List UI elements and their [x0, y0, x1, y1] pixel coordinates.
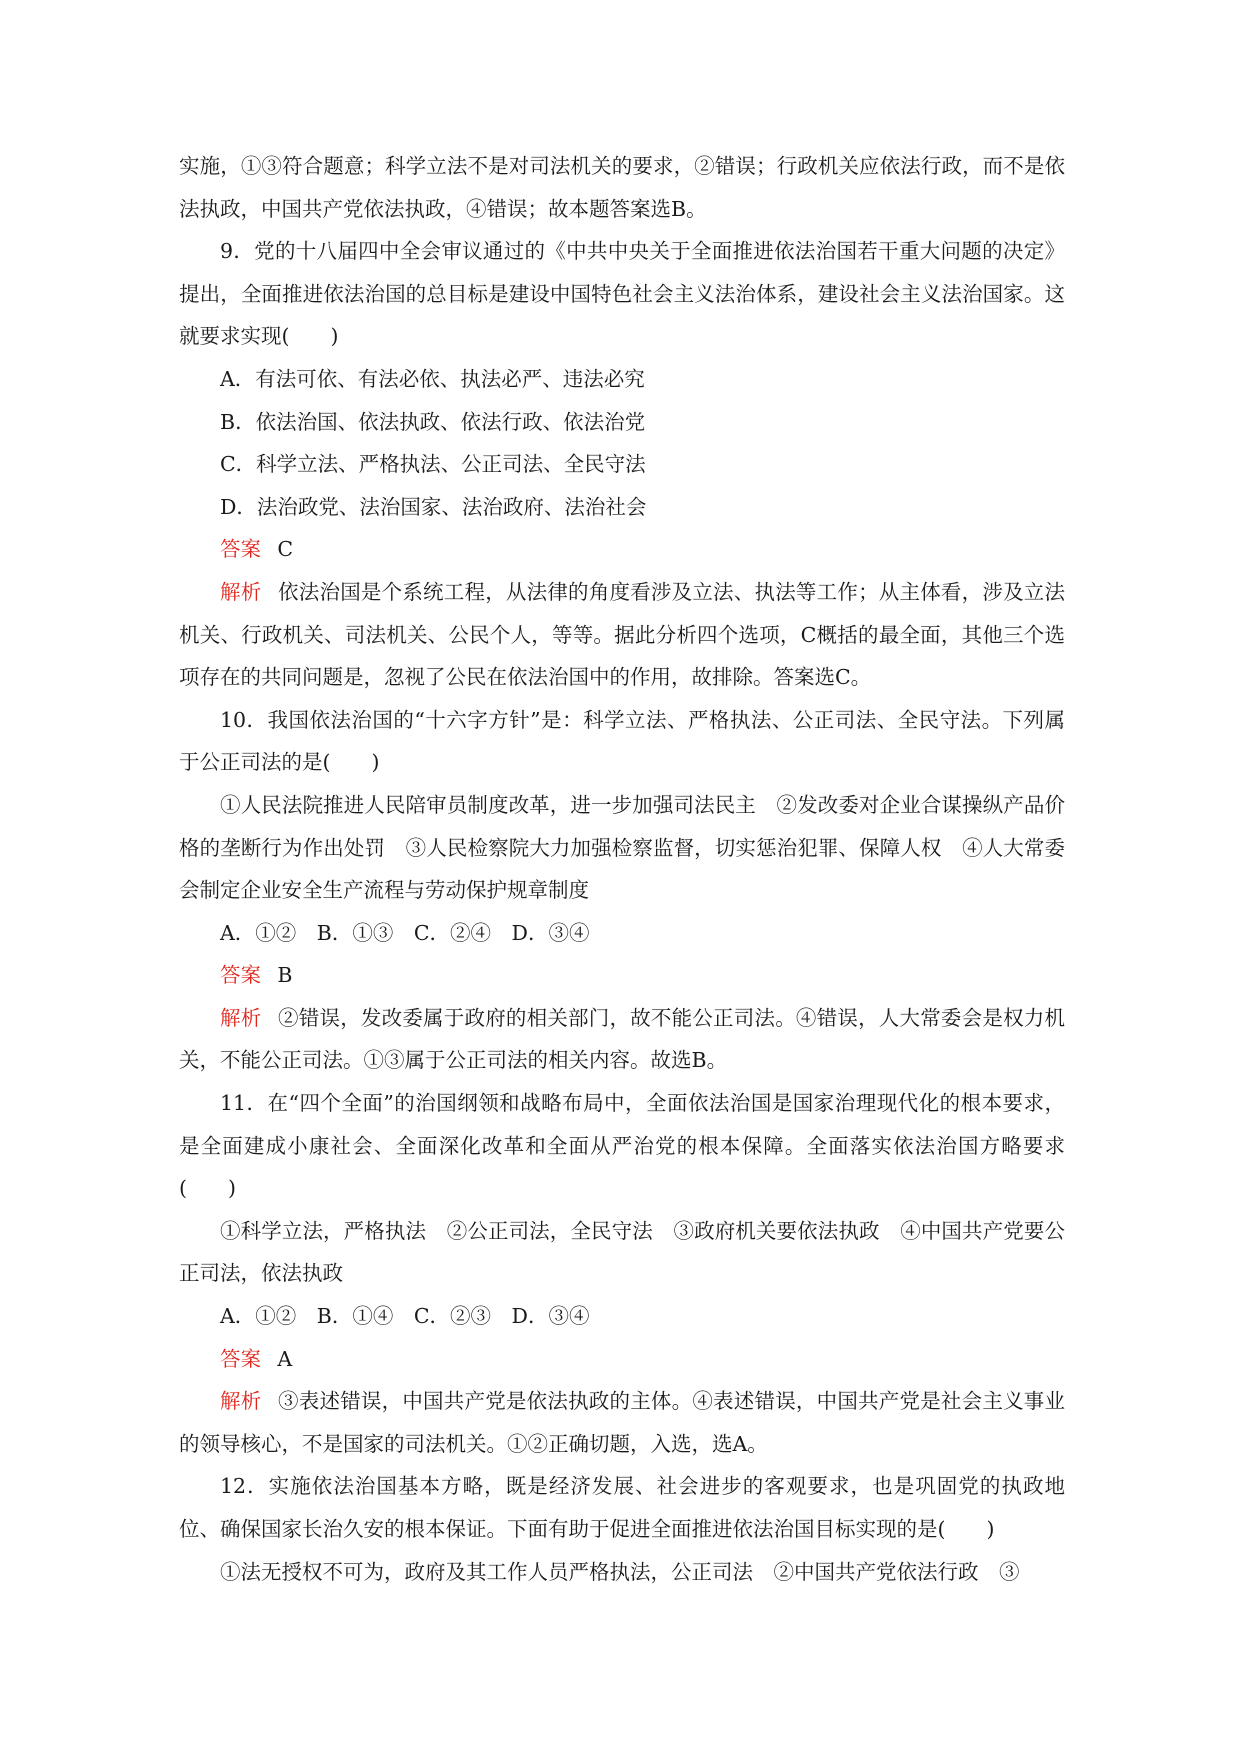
answer-value: B	[277, 963, 293, 988]
question-11-answer	[179, 1338, 1065, 1381]
question-12-stem: 12．实施依法治国基本方略，既是经济发展、社会进步的客观要求，也是巩固党的执政地位、确保国家长治久安的根本保证。下面有助于促进全面推进依法治国目标实现的是( )	[179, 1474, 1065, 1541]
question-9-answer	[179, 528, 1065, 571]
analysis-label: 解析	[220, 1005, 262, 1030]
question-10-items: ①人民法院推进人民陪审员制度改革，进一步加强司法民主 ②发改委对企业合谋操纵产品价格的垄断行为作出处罚 ③人民检察院大力加强检察监督，切实惩治犯罪、保障人权 ④人大常委会制定企业安全生产流程与劳动保护规章制度	[179, 792, 1065, 903]
paragraph-continuation: 实施，①③符合题意；科学立法不是对司法机关的要求，②错误；行政机关应依法行政，而不是依法执政，中国共产党依法执政，④错误；故本题答案选B。	[179, 154, 1065, 221]
analysis-label: 解析	[220, 579, 262, 604]
question-11-stem: 11．在“四个全面”的治国纲领和战略布局中，全面依法治国是国家治理现代化的根本要求，是全面建成小康社会、全面深化改革和全面从严治党的根本保障。全面落实依法治国方略要求( )	[179, 1091, 1065, 1201]
question-9-option-a: A．有法可依、有法必依、执法必严、违法必究	[220, 366, 645, 391]
question-10-answer	[179, 954, 1065, 997]
question-10-options: A．①② B．①③ C．②④ D．③④	[220, 920, 590, 945]
question-9-option-b: B．依法治国、依法执政、依法行政、依法治党	[220, 409, 646, 434]
analysis-text: ②错误，发改委属于政府的相关部门，故不能公正司法。④错误，人大常委会是权力机关，不能公正司法。①③属于公正司法的相关内容。故选B。	[179, 1005, 1066, 1073]
document-page	[179, 145, 1065, 1593]
answer-value: A	[277, 1346, 293, 1371]
answer-label: 答案	[220, 537, 261, 562]
question-11-items: ①科学立法，严格执法 ②公正司法，全民守法 ③政府机关要依法执政 ④中国共产党要公正司法，依法执政	[179, 1218, 1065, 1286]
question-11-options: A．①② B．①④ C．②③ D．③④	[220, 1304, 590, 1329]
analysis-text: ③表述错误，中国共产党是依法执政的主体。④表述错误，中国共产党是社会主义事业的领导核心，不是国家的司法机关。①②正确切题，入选，选A。	[179, 1389, 1066, 1456]
answer-value: C	[277, 537, 294, 562]
question-10-analysis	[179, 997, 1065, 1082]
question-10-stem: 10．我国依法治国的“十六字方针”是：科学立法、严格执法、公正司法、全民守法。下列属于公正司法的是( )	[179, 707, 1065, 775]
question-9-option-c: C．科学立法、严格执法、公正司法、全民守法	[220, 452, 646, 477]
analysis-label: 解析	[220, 1389, 262, 1414]
question-11-analysis	[179, 1380, 1065, 1465]
answer-label: 答案	[220, 1346, 261, 1371]
question-9-option-d: D．法治政党、法治国家、法治政府、法治社会	[220, 494, 647, 519]
question-9-stem: 9．党的十八届四中全会审议通过的《中共中央关于全面推进依法治国若干重大问题的决定》提出，全面推进依法治国的总目标是建设中国特色社会主义法治体系，建设社会主义法治国家。这就要求实现( )	[179, 239, 1065, 349]
question-9-analysis	[179, 571, 1065, 699]
analysis-text: 依法治国是个系统工程，从法律的角度看涉及立法、执法等工作；从主体看，涉及立法机关、行政机关、司法机关、公民个人，等等。据此分析四个选项，C概括的最全面，其他三个选项存在的共同问题是，忽视了公民在依法治国中的作用，故排除。答案选C。	[179, 579, 1066, 690]
question-12-items: ①法无授权不可为，政府及其工作人员严格执法，公正司法 ②中国共产党依法行政 ③	[220, 1559, 1020, 1584]
answer-label: 答案	[220, 963, 261, 988]
